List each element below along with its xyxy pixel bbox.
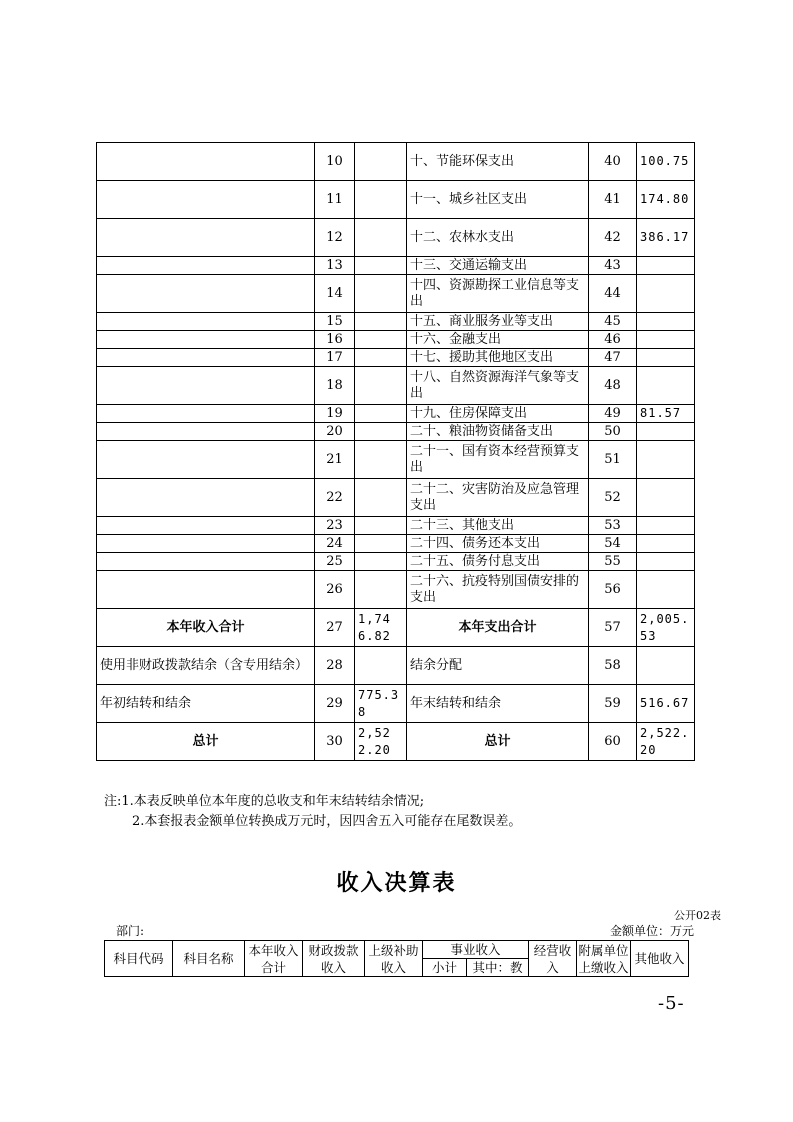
header-annual-income-total: 本年收入合计 xyxy=(245,941,303,977)
summary-income-amount: 2,522.20 xyxy=(355,723,407,761)
expense-item: 十九、住房保障支出 xyxy=(407,405,589,423)
expense-item: 二十六、抗疫特别国债安排的支出 xyxy=(407,571,589,609)
header-subject-code: 科目代码 xyxy=(105,941,173,977)
expense-amount xyxy=(637,313,695,331)
summary-income-label: 本年收入合计 xyxy=(97,609,315,647)
expense-row-number: 42 xyxy=(589,219,637,257)
table-row xyxy=(97,405,695,423)
income-amount xyxy=(355,423,407,441)
expense-row-number: 40 xyxy=(589,143,637,181)
header-other-income: 其他收入 xyxy=(631,941,689,977)
income-amount xyxy=(355,517,407,535)
amount-unit-label: 金额单位：万元 xyxy=(609,924,694,938)
income-row-number: 20 xyxy=(315,423,355,441)
expense-item: 十三、交通运输支出 xyxy=(407,257,589,275)
income-item-cell xyxy=(97,423,315,441)
income-amount xyxy=(355,405,407,423)
income-amount xyxy=(355,571,407,609)
income-item-cell xyxy=(97,405,315,423)
table-row xyxy=(97,571,695,609)
income-item-cell xyxy=(97,441,315,479)
expense-amount xyxy=(637,423,695,441)
income-row-number: 13 xyxy=(315,257,355,275)
note-1: 注:1.本表反映单位本年度的总收支和年末结转结余情况; xyxy=(104,794,425,809)
income-row-number: 22 xyxy=(315,479,355,517)
summary-income-amount xyxy=(355,647,407,685)
expense-row-number: 45 xyxy=(589,313,637,331)
expense-row-number: 54 xyxy=(589,535,637,553)
income-amount xyxy=(355,313,407,331)
expense-row-number: 49 xyxy=(589,405,637,423)
income-amount xyxy=(355,181,407,219)
table-row xyxy=(97,553,695,571)
header-fiscal-appropriation: 财政拨款收入 xyxy=(303,941,365,977)
income-row-number: 18 xyxy=(315,367,355,405)
expense-item: 十八、自然资源海洋气象等支出 xyxy=(407,367,589,405)
summary-row xyxy=(97,647,695,685)
income-row-number: 16 xyxy=(315,331,355,349)
expense-row-number: 41 xyxy=(589,181,637,219)
expense-row-number: 46 xyxy=(589,331,637,349)
expense-row-number: 43 xyxy=(589,257,637,275)
expense-item: 二十四、债务还本支出 xyxy=(407,535,589,553)
expense-row-number: 51 xyxy=(589,441,637,479)
summary-income-label: 年初结转和结余 xyxy=(97,685,315,723)
income-item-cell xyxy=(97,349,315,367)
income-table-header xyxy=(104,940,689,977)
income-row-number: 17 xyxy=(315,349,355,367)
expense-row-number: 48 xyxy=(589,367,637,405)
expense-amount xyxy=(637,535,695,553)
table-row xyxy=(97,349,695,367)
income-row-number: 12 xyxy=(315,219,355,257)
table-row xyxy=(97,143,695,181)
table-row xyxy=(97,535,695,553)
income-row-number: 15 xyxy=(315,313,355,331)
note-2: 2.本套报表金额单位转换成万元时，因四舍五入可能存在尾数误差。 xyxy=(132,814,522,829)
income-amount xyxy=(355,367,407,405)
income-item-cell xyxy=(97,257,315,275)
summary-income-amount: 1,746.82 xyxy=(355,609,407,647)
income-amount xyxy=(355,349,407,367)
expense-amount xyxy=(637,349,695,367)
income-item-cell xyxy=(97,367,315,405)
income-amount xyxy=(355,219,407,257)
summary-expense-amount: 516.67 xyxy=(637,685,695,723)
expense-row-number: 47 xyxy=(589,349,637,367)
table-row xyxy=(97,479,695,517)
expense-item: 二十二、灾害防治及应急管理支出 xyxy=(407,479,589,517)
expense-item: 二十、粮油物资储备支出 xyxy=(407,423,589,441)
expense-amount: 100.75 xyxy=(637,143,695,181)
summary-income-amount: 775.38 xyxy=(355,685,407,723)
income-item-cell xyxy=(97,313,315,331)
income-row-number: 10 xyxy=(315,143,355,181)
expense-row-number: 53 xyxy=(589,517,637,535)
expense-amount: 81.57 xyxy=(637,405,695,423)
income-row-number: 23 xyxy=(315,517,355,535)
header-operating-income: 经营收入 xyxy=(529,941,577,977)
summary-expense-amount: 2,005.53 xyxy=(637,609,695,647)
header-business-income: 事业收入 xyxy=(423,941,529,959)
expense-item: 十二、农林水支出 xyxy=(407,219,589,257)
expense-amount xyxy=(637,479,695,517)
table-row xyxy=(97,331,695,349)
expense-amount xyxy=(637,553,695,571)
summary-expense-amount: 2,522.20 xyxy=(637,723,695,761)
income-item-cell xyxy=(97,535,315,553)
income-item-cell xyxy=(97,479,315,517)
summary-expense-number: 60 xyxy=(589,723,637,761)
table-row xyxy=(97,441,695,479)
expense-item: 二十五、债务付息支出 xyxy=(407,553,589,571)
expense-row-number: 44 xyxy=(589,275,637,313)
summary-income-number: 29 xyxy=(315,685,355,723)
header-subtotal: 小计 xyxy=(423,959,467,977)
expense-amount xyxy=(637,367,695,405)
income-amount xyxy=(355,257,407,275)
expense-item: 十七、援助其他地区支出 xyxy=(407,349,589,367)
income-row-number: 21 xyxy=(315,441,355,479)
expense-amount: 386.17 xyxy=(637,219,695,257)
expense-amount xyxy=(637,571,695,609)
income-row-number: 11 xyxy=(315,181,355,219)
table-row xyxy=(97,517,695,535)
table-row xyxy=(97,257,695,275)
summary-expense-number: 58 xyxy=(589,647,637,685)
income-row-number: 24 xyxy=(315,535,355,553)
income-item-cell xyxy=(97,143,315,181)
table-row xyxy=(97,181,695,219)
header-superior-subsidy: 上级补助收入 xyxy=(365,941,423,977)
form-code: 公开02表 xyxy=(674,909,721,922)
income-row-number: 19 xyxy=(315,405,355,423)
expense-item: 二十三、其他支出 xyxy=(407,517,589,535)
expense-item: 十五、商业服务业等支出 xyxy=(407,313,589,331)
income-table-title: 收入决算表 xyxy=(336,871,457,896)
expenditure-summary-table xyxy=(96,142,695,761)
summary-row xyxy=(97,685,695,723)
income-item-cell xyxy=(97,331,315,349)
income-row-number: 26 xyxy=(315,571,355,609)
summary-expense-label: 本年支出合计 xyxy=(407,609,589,647)
summary-income-number: 28 xyxy=(315,647,355,685)
summary-expense-number: 59 xyxy=(589,685,637,723)
table-notes xyxy=(104,792,521,832)
income-row-number: 25 xyxy=(315,553,355,571)
expense-row-number: 50 xyxy=(589,423,637,441)
header-affiliated-unit-remit: 附属单位上缴收入 xyxy=(578,942,629,975)
table-row xyxy=(97,219,695,257)
income-amount xyxy=(355,479,407,517)
expense-item: 十、节能环保支出 xyxy=(407,143,589,181)
income-amount xyxy=(355,275,407,313)
table-row xyxy=(97,313,695,331)
page-number: -5- xyxy=(658,993,685,1014)
table-row xyxy=(97,367,695,405)
income-amount xyxy=(355,143,407,181)
summary-expense-label: 总计 xyxy=(407,723,589,761)
expense-row-number: 55 xyxy=(589,553,637,571)
expense-amount: 174.80 xyxy=(637,181,695,219)
income-amount xyxy=(355,441,407,479)
summary-expense-label: 年末结转和结余 xyxy=(407,685,589,723)
income-amount xyxy=(355,331,407,349)
summary-expense-label: 结余分配 xyxy=(407,647,589,685)
expense-item: 十一、城乡社区支出 xyxy=(407,181,589,219)
summary-row xyxy=(97,609,695,647)
income-item-cell xyxy=(97,181,315,219)
income-item-cell xyxy=(97,571,315,609)
income-item-cell xyxy=(97,517,315,535)
summary-income-label: 使用非财政拨款结余（含专用结余） xyxy=(97,647,315,685)
income-item-cell xyxy=(97,553,315,571)
summary-expense-amount xyxy=(637,647,695,685)
income-amount xyxy=(355,553,407,571)
income-amount xyxy=(355,535,407,553)
summary-income-label: 总计 xyxy=(97,723,315,761)
expense-item: 十六、金融支出 xyxy=(407,331,589,349)
expense-item: 二十一、国有资本经营预算支出 xyxy=(407,441,589,479)
income-item-cell xyxy=(97,275,315,313)
income-row-number: 14 xyxy=(315,275,355,313)
expense-amount xyxy=(637,517,695,535)
expense-amount xyxy=(637,441,695,479)
header-of-which: 其中：教 xyxy=(467,959,529,977)
summary-expense-number: 57 xyxy=(589,609,637,647)
expense-amount xyxy=(637,275,695,313)
income-item-cell xyxy=(97,219,315,257)
table-row xyxy=(97,423,695,441)
summary-row xyxy=(97,723,695,761)
department-label: 部门: xyxy=(116,924,145,938)
expense-row-number: 52 xyxy=(589,479,637,517)
expense-item: 十四、资源勘探工业信息等支出 xyxy=(407,275,589,313)
summary-income-number: 27 xyxy=(315,609,355,647)
expense-row-number: 56 xyxy=(589,571,637,609)
expense-amount xyxy=(637,257,695,275)
table-row xyxy=(97,275,695,313)
expense-amount xyxy=(637,331,695,349)
header-subject-name: 科目名称 xyxy=(173,941,245,977)
summary-income-number: 30 xyxy=(315,723,355,761)
